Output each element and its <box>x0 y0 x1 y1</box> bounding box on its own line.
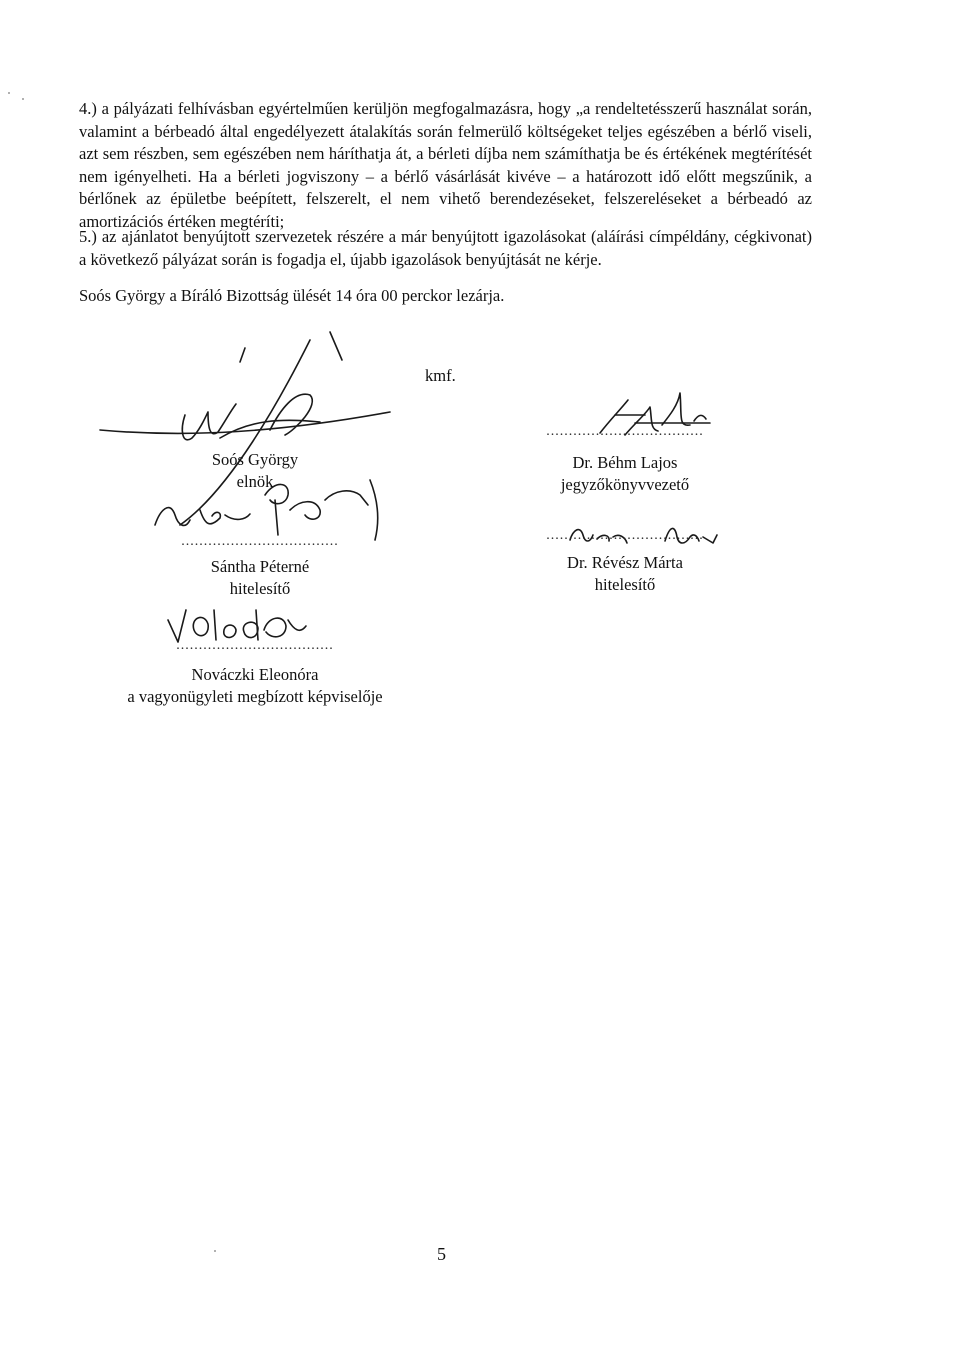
signatory-name: Sántha Péterné <box>210 557 310 576</box>
signatory-role: hitelesítő <box>229 579 291 598</box>
signature-line: ................................... <box>546 528 704 543</box>
item-number: 4.) <box>79 99 97 118</box>
scan-speck <box>214 1250 216 1252</box>
signatory-name: Dr. Béhm Lajos <box>572 453 678 472</box>
list-item-5 <box>79 226 812 271</box>
signatory-block-certifier-1 <box>155 536 365 600</box>
signatory-block-certifier-2 <box>520 530 730 596</box>
scan-speck <box>22 98 24 100</box>
signature-line: ................................... <box>176 638 334 653</box>
signatory-role: elnök <box>236 472 274 491</box>
scan-speck <box>8 92 10 94</box>
signature-line: ................................... <box>181 534 339 549</box>
signatory-role: jegyzőkönyvvezető <box>560 475 690 494</box>
signatory-name: Nováczki Eleonóra <box>191 665 319 684</box>
signatory-role: a vagyonügyleti megbízott képviselője <box>127 687 383 706</box>
signatory-block-secretary <box>520 426 730 496</box>
signatory-name: Soós György <box>211 450 299 469</box>
signatory-block-representative <box>100 640 410 708</box>
item-text: az ajánlatot benyújtott szervezetek részére a már benyújtott igazolásokat (aláírási címpéldány, cégkivonat) a következő pályázat során is fogadja el, újabb igazolások benyújtását ne kérje. <box>79 227 812 269</box>
signature-line: ................................... <box>546 424 704 439</box>
list-item-4 <box>79 98 812 233</box>
kmf-label: kmf. <box>425 366 456 385</box>
signatory-role: hitelesítő <box>594 575 656 594</box>
signatory-name: Dr. Révész Márta <box>567 553 683 572</box>
item-text: a pályázati felhívásban egyértelműen kerüljön megfogalmazásra, hogy „a rendeltetésszerű használat során, valamint a bérbeadó által engedélyezett átalakítás során felmerülő költségeket teljes egészében a bérlő viseli, azt sem részben, sem egészében nem háríthatja át, a bérleti díjba nem számíthatja be és értékének megtérítését nem igényelheti. Ha a bérleti jogviszony – a bérlő vásárlását kivéve – a határozott idő előtt megszűnik, a bérlőnek az épületbe beépített, felszerelt, el nem vihető berendezéseket, felszereléseket a bérbeadó az amortizációs értéken megtéríti; <box>79 99 813 231</box>
closing-statement: Soós György a Bíráló Bizottság ülését 14 óra 00 perckor lezárja. <box>79 286 505 305</box>
signatory-block-chair <box>175 449 335 493</box>
item-number: 5.) <box>79 227 97 246</box>
page-number: 5 <box>437 1244 446 1264</box>
